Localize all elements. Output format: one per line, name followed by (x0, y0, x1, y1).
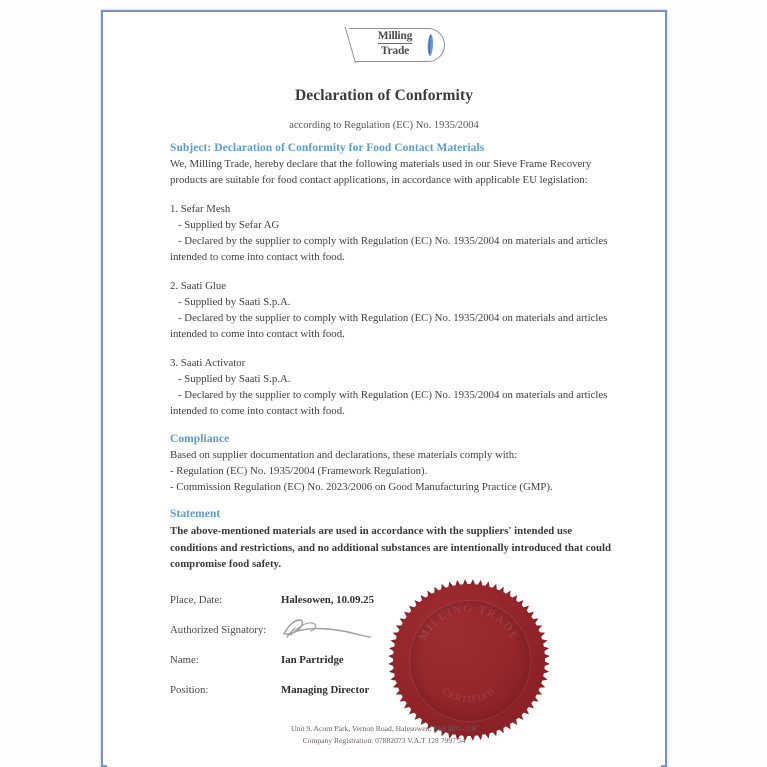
company-logo (340, 25, 445, 65)
statement-section (170, 508, 614, 572)
material-supplier: - Supplied by Sefar AG (178, 218, 280, 231)
material-declaration: - Declared by the supplier to comply with Regulation (EC) No. 1935/2004 on materials and articles intended to come into contact with food. (170, 388, 608, 417)
material-supplier: - Supplied by Saati S.p.A. (178, 372, 291, 385)
compliance-item: - Regulation (EC) No. 1935/2004 (Framework Regulation). (170, 464, 428, 477)
material-title: 2. Saati Glue (170, 279, 227, 292)
svg-text:CERTIFIED: CERTIFIED (440, 685, 498, 705)
material-item (170, 202, 614, 266)
subject-heading: Subject: Declaration of Conformity for Food Contact Materials (170, 142, 485, 154)
page-title: Declaration of Conformity (294, 87, 474, 104)
material-title: 1. Sefar Mesh (170, 202, 231, 215)
handwritten-signature-icon (278, 615, 374, 643)
wheat-leaf-icon (424, 33, 436, 57)
logo-wordmark (367, 30, 423, 57)
material-item (170, 279, 614, 343)
place-date-value: Halesowen, 10.09.25 (281, 594, 374, 606)
compliance-item: - Commission Regulation (EC) No. 2023/2006 on Good Manufacturing Practice (GMP). (170, 480, 553, 493)
document-footer (107, 723, 661, 747)
logo-divider (378, 43, 412, 44)
material-title: 3. Saati Activator (170, 356, 246, 369)
svg-text:MILLING TRADE: MILLING TRADE (416, 602, 522, 643)
statement-heading: Statement (170, 508, 221, 521)
wax-seal (393, 584, 545, 736)
logo-line-milling: Milling (377, 30, 413, 42)
position-value: Managing Director (281, 684, 370, 696)
compliance-intro: Based on supplier documentation and declarations, these materials comply with: (170, 448, 518, 461)
position-label: Position: (170, 684, 209, 696)
material-declaration: - Declared by the supplier to comply with Regulation (EC) No. 1935/2004 on materials and articles intended to come into contact with food. (170, 311, 608, 340)
name-label: Name: (170, 654, 199, 666)
material-supplier: - Supplied by Saati S.p.A. (178, 295, 291, 308)
document-body (107, 16, 661, 767)
subject-section (170, 142, 614, 189)
footer-registration: Company Registration: 07882073 V.A.T 128 7997 54 (302, 735, 466, 745)
content-area (170, 142, 614, 585)
subject-paragraph: We, Milling Trade, hereby declare that the following materials used in our Sieve Frame Recovery products are suitable for food contact applications, in accordance with applicable EU legislation: (170, 158, 592, 186)
footer-address: Unit 9, Acorn Park, Vernon Road, Halesowen, B68 8EG- UK (290, 724, 478, 733)
name-value: Ian Partridge (281, 654, 344, 666)
seal-emboss-text (393, 584, 545, 736)
statement-text: The above-mentioned materials are used in accordance with the suppliers' intended use conditions and restrictions, and no additional substances are intentionally introduced that could compromise food safety. (170, 525, 611, 570)
material-item (170, 356, 614, 420)
place-date-label: Place, Date: (170, 594, 223, 606)
logo-line-trade: Trade (380, 45, 410, 58)
material-declaration: - Declared by the supplier to comply with Regulation (EC) No. 1935/2004 on materials and articles intended to come into contact with food. (170, 234, 608, 263)
page-subtitle: according to Regulation (EC) No. 1935/2004 (289, 120, 479, 131)
compliance-section (170, 433, 614, 496)
compliance-heading: Compliance (170, 432, 230, 445)
authorized-signatory-label: Authorized Signatory: (170, 624, 267, 636)
